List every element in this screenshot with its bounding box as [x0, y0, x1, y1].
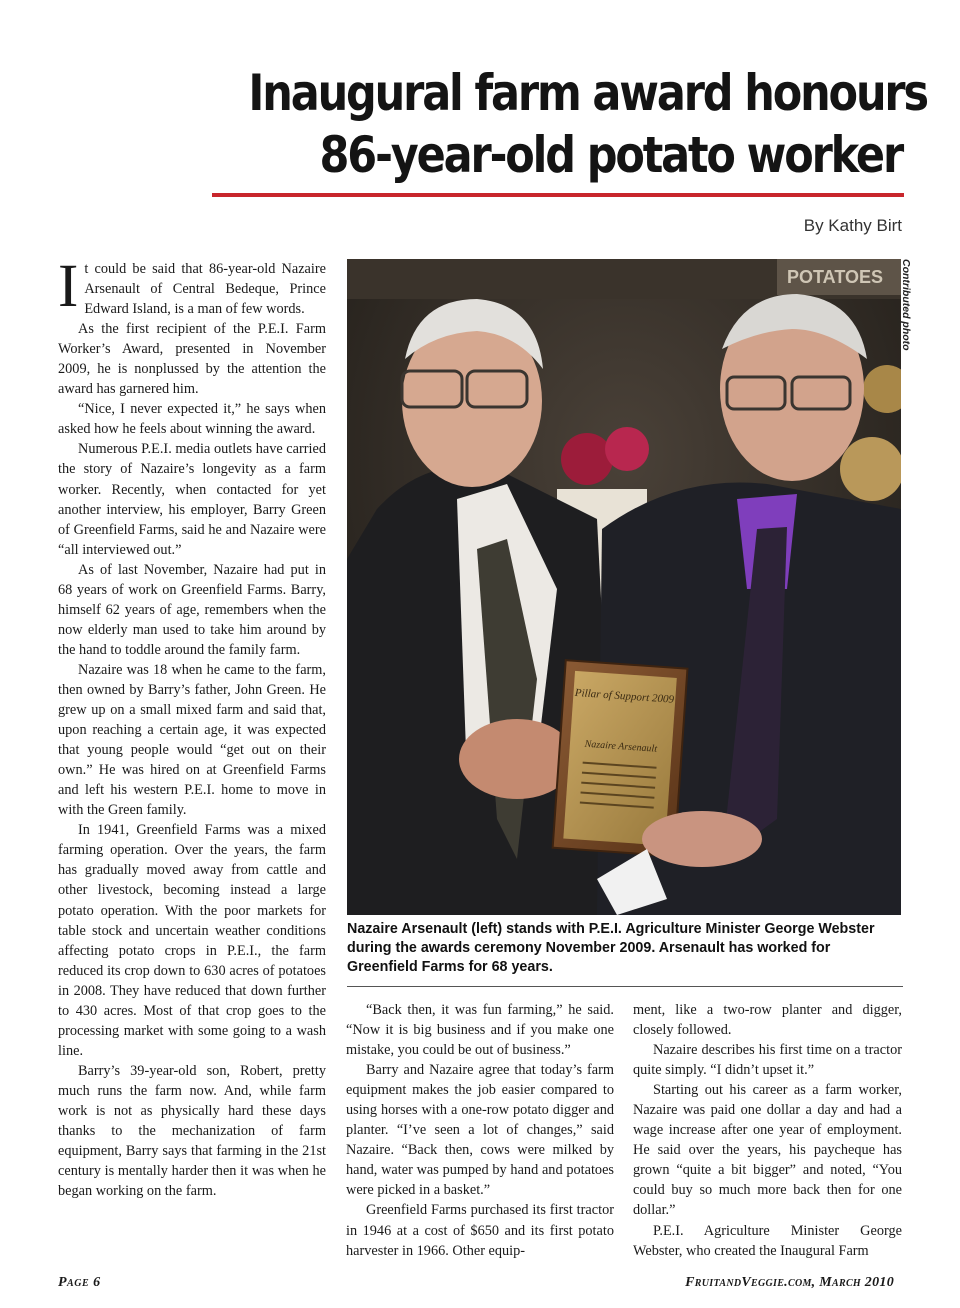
paragraph: P.E.I. Agriculture Minister George Webster, who created the Inaugural Farm — [633, 1222, 902, 1259]
paragraph: Starting out his career as a farm worker, Nazaire was paid one dollar a day and had a wage increase after one year of employment. He said over the years, his paycheque has grown “quite a bit bigger” and noted, “You could buy so much more back then for one dollar.” — [633, 1082, 902, 1219]
caption-rule — [347, 986, 903, 987]
paragraph: ment, like a two-row planter and digger, closely followed. — [633, 1002, 902, 1039]
drop-cap: I — [58, 253, 79, 320]
paragraph: “Back then, it was fun farming,” he said. “Now it is big business and if you make one mistake, you could be out of business.” — [346, 1002, 614, 1059]
paragraph: Nazaire was 18 when he came to the farm, then owned by Barry’s father, John Green. He grew up on a small mixed farm and said that, upon reaching a certain age, it was expected that young people would “get out on their own.” He was hired on at Greenfield Farms and left his western P.E.I. home to move in with the Green family. — [58, 661, 326, 819]
photo-caption: Nazaire Arsenault (left) stands with P.E.I. Agriculture Minister George Webster during the awards ceremony November 2009. Arsenault has worked for Greenfield Farms for 68 years. — [347, 921, 875, 975]
plaque-name: Nazaire Arsenault — [584, 738, 658, 755]
paragraph: In 1941, Greenfield Farms was a mixed farming operation. Over the years, the farm has gradually moved away from cattle and other livestock, becoming instead a large potato operation. With the poor markets for table stock and uncertain weather conditions affecting potato crops in P.E.I., the farm reduced its crop down to 630 acres of potatoes in 2008. They have reduced that down further to 430 acres. Most of that crop goes to the processing market with some going to a wash line. — [58, 822, 326, 1059]
headline-line-1: Inaugural farm award honours — [248, 64, 927, 122]
plaque-title: Pillar of Support 2009 — [574, 686, 675, 706]
paragraph: It could be said that 86-year-old Nazaire Arsenault of Central Bedeque, Prince Edward Island, is a man of few words. — [58, 253, 326, 320]
paragraph: Barry’s 39-year-old son, Robert, pretty much runs the farm now. And, while farm work is not as physically hard these days thanks to the mechanization of farm equipment, Barry says that farming in the 21st century is mentally harder then it was when he began working on the farm. — [58, 1062, 326, 1200]
headline-line-2: 86-year-old potato worker — [319, 126, 902, 184]
article-column-1 — [58, 253, 326, 1201]
photo-credit: Contributed photo — [900, 259, 912, 351]
paragraph: Barry and Nazaire agree that today’s farm equipment makes the job easier compared to using horses with a one-row potato digger and planter. “I’ve seen a lot of changes,” said Nazaire. “Back then, cows were milked by hand, water was pumped by hand and potatoes were picked in a basket.” — [346, 1062, 614, 1199]
article-column-3 — [633, 1000, 902, 1261]
byline: By Kathy Birt — [803, 216, 902, 235]
headline-rule — [212, 193, 904, 197]
paragraph: As the first recipient of the P.E.I. Farm Worker’s Award, presented in November 2009, he is nonplussed by the attention the award has garnered him. — [58, 321, 326, 398]
headline — [248, 62, 927, 186]
article-column-2 — [346, 1000, 614, 1261]
paragraph: As of last November, Nazaire had put in 68 years of work on Greenfield Farms. Barry, himself 62 years of age, remembers when the now elderly man used to take him around by the hand to toddle around the family farm. — [58, 561, 326, 658]
banner-text: POTATOES — [787, 267, 884, 287]
award-photo — [347, 259, 901, 915]
paragraph: Greenfield Farms purchased its first tractor in 1946 at a cost of $650 and its first potato harvester in 1966. Other equip- — [346, 1202, 614, 1259]
paragraph: “Nice, I never expected it,” he says when asked how he feels about winning the award. — [58, 401, 326, 438]
paragraph: Numerous P.E.I. media outlets have carried the story of Nazaire’s longevity as a farm worker. Recently, when contacted for yet another interview, his employer, Barry Green of Greenfield Farms, said he and Nazaire were “all interviewed out.” — [58, 441, 326, 558]
paragraph: Nazaire describes his first time on a tractor quite simply. “I didn’t upset it.” — [633, 1042, 902, 1079]
page-number: Page 6 — [58, 1275, 101, 1290]
publication-footer: FruitandVeggie.com, March 2010 — [685, 1275, 894, 1290]
